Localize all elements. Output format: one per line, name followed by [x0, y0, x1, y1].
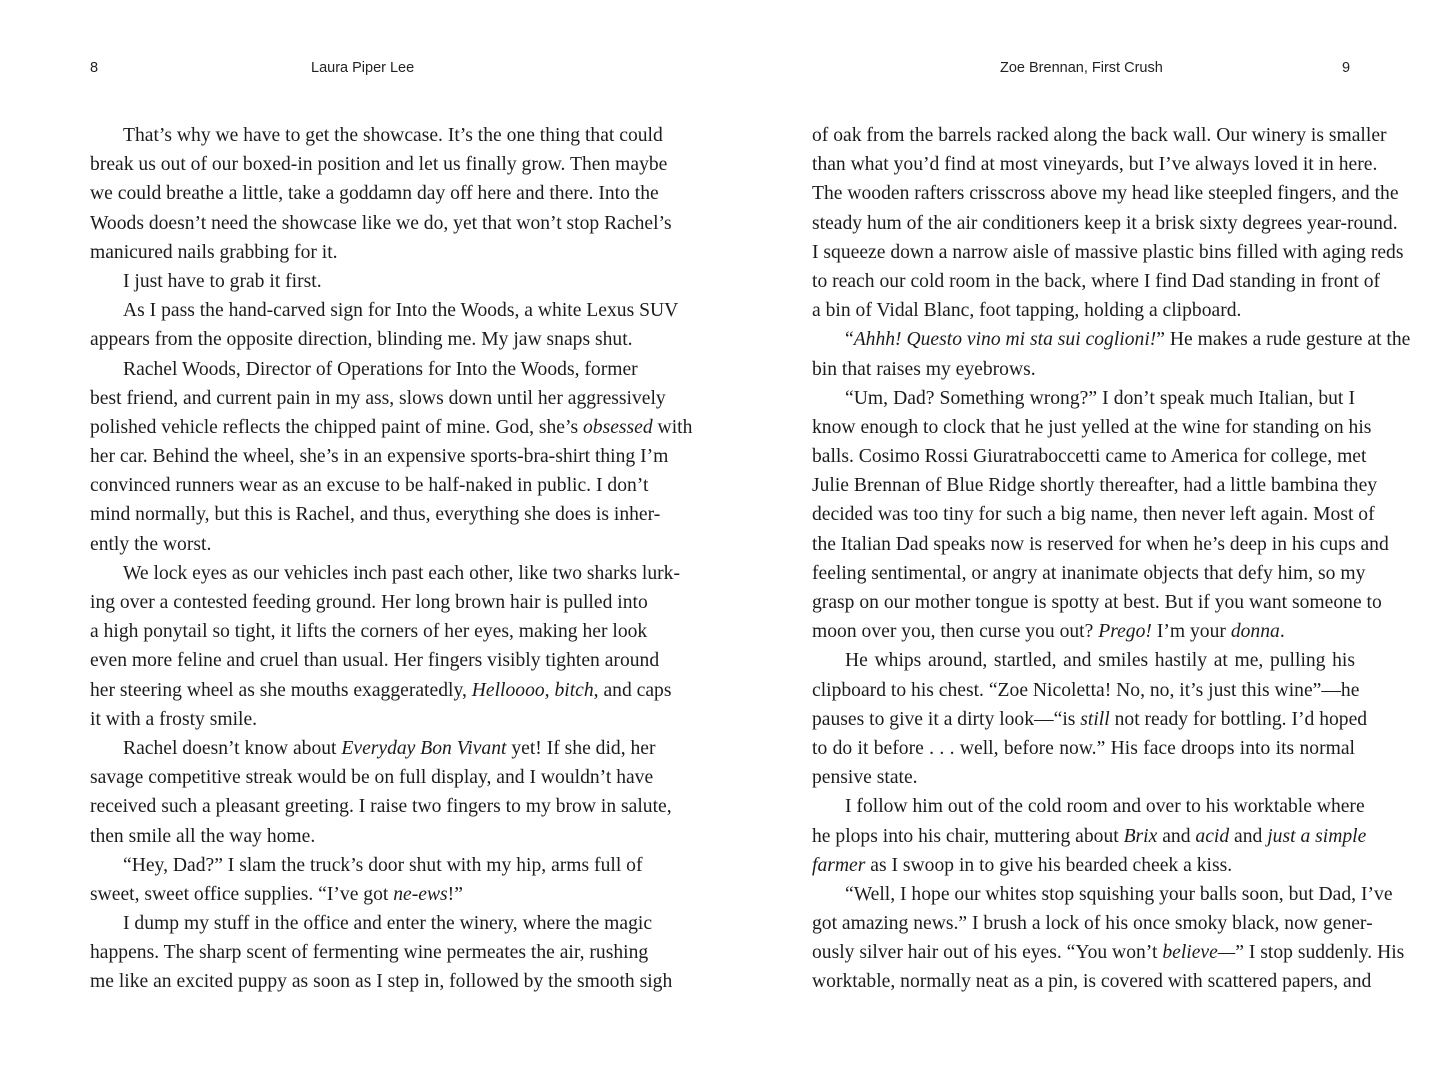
text-line — [812, 355, 1355, 384]
text-run: we could breathe a little, take a goddamn day off here and there. Into the — [90, 183, 659, 205]
text-run: I dump my stuff in the office and enter the winery, where the magic — [123, 913, 653, 935]
text-run: He whips around, startled, and smiles hastily at me, pulling his — [845, 650, 1355, 672]
left-page-body-text — [90, 121, 693, 997]
text-line — [812, 967, 1372, 996]
text-run: got amazing news.” I brush a lock of his once smoky black, now gener- — [812, 913, 1373, 935]
text-run: a high ponytail so tight, it lifts the corners of her eyes, making her look — [90, 621, 648, 643]
text-line — [90, 588, 648, 617]
text-line — [812, 384, 1355, 413]
text-line — [90, 530, 632, 559]
text-run: worktable, normally neat as a pin, is covered with scattered papers, and — [812, 971, 1372, 993]
italic-text: just a simple — [1267, 825, 1367, 847]
text-line — [812, 909, 1373, 938]
text-run: me like an excited puppy as soon as I step in, followed by the smooth sigh — [90, 971, 673, 993]
italic-text: donna — [1230, 621, 1280, 643]
text-line — [90, 179, 659, 208]
italic-text: acid — [1195, 825, 1230, 847]
text-run: yet! If she did, her — [506, 737, 656, 759]
text-run: We lock eyes as our vehicles inch past each other, like two sharks lurk- — [123, 562, 680, 584]
text-run: “ — [845, 329, 854, 351]
italic-text: Ahhh! Questo vino mi sta sui coglioni! — [853, 329, 1157, 351]
text-line — [812, 296, 1355, 325]
text-run: pensive state. — [812, 767, 918, 789]
text-run: know enough to clock that he just yelled at the wine for standing on his — [812, 416, 1372, 438]
text-run: As I pass the hand-carved sign for Into the Woods, a white Lexus SUV — [123, 300, 679, 322]
text-run: I squeeze down a narrow aisle of massive plastic bins filled with aging reds — [812, 241, 1404, 263]
text-line — [812, 150, 1378, 179]
italic-text: Helloooo, bitch — [471, 679, 594, 701]
text-run: her steering wheel as she mouths exaggeratedly, — [90, 679, 472, 701]
text-run: sweet, sweet office supplies. “I’ve got — [90, 883, 394, 905]
text-line — [812, 705, 1368, 734]
text-run: manicured nails grabbing for it. — [90, 241, 338, 263]
text-run: and — [1157, 825, 1196, 847]
text-run: “Um, Dad? Something wrong?” I don’t speak much Italian, but I — [845, 387, 1355, 409]
italic-text: believe— — [1162, 942, 1236, 964]
text-run: appears from the opposite direction, blinding me. My jaw snaps shut. — [90, 329, 633, 351]
text-line — [90, 646, 660, 675]
text-run: . — [1279, 621, 1285, 643]
text-run: of oak from the barrels racked along the back wall. Our winery is smaller — [812, 125, 1387, 146]
text-run: with — [652, 416, 693, 438]
text-run: best friend, and current pain in my ass, slows down until her aggressively — [90, 387, 666, 409]
text-line — [90, 384, 666, 413]
text-line — [90, 238, 632, 267]
text-run: a bin of Vidal Blanc, foot tapping, holding a clipboard. — [812, 300, 1242, 322]
text-run: steady hum of the air conditioners keep it a brisk sixty degrees year-round. — [812, 212, 1398, 234]
text-run: not ready for bottling. I’d hoped — [1109, 708, 1368, 730]
text-run: I just have to grab it first. — [123, 270, 322, 292]
text-run: I follow him out of the cold room and over to his worktable where — [845, 796, 1365, 818]
text-line — [90, 617, 648, 646]
italic-text: farmer — [812, 854, 866, 876]
text-run: feeling sentimental, or angry at inanimate objects that defy him, so my — [812, 562, 1366, 584]
text-run: Woods doesn’t need the showcase like we do, yet that won’t stop Rachel’s — [90, 212, 672, 234]
page-number-left: 8 — [90, 60, 99, 76]
text-line — [90, 909, 653, 938]
text-line — [90, 471, 649, 500]
text-run: he plops into his chair, muttering about — [812, 825, 1124, 847]
text-run: moon over you, then curse you out? — [812, 621, 1099, 643]
italic-text: still — [1080, 708, 1110, 730]
text-run: , and caps — [593, 679, 672, 701]
text-run: That’s why we have to get the showcase. It’s the one thing that could — [123, 125, 663, 146]
italic-text: ne-ews — [393, 883, 448, 905]
text-run: Rachel doesn’t know about — [123, 737, 342, 759]
text-line — [812, 559, 1366, 588]
text-line — [812, 267, 1381, 296]
right-page — [722, 0, 1445, 1084]
text-line — [90, 734, 656, 763]
text-line — [812, 325, 1411, 354]
text-line — [812, 588, 1382, 617]
text-line — [812, 179, 1399, 208]
text-run: convinced runners wear as an excuse to be half-naked in public. I don’t — [90, 475, 649, 497]
text-run: mind normally, but this is Rachel, and thus, everything she does is inher- — [90, 504, 661, 526]
text-run: to do it before . . . well, before now.” His face droops into its normal — [812, 737, 1355, 759]
text-line — [90, 413, 693, 442]
text-line — [90, 851, 643, 880]
running-head-author: Laura Piper Lee — [311, 60, 415, 76]
right-page-body-text — [812, 121, 1411, 997]
text-line — [90, 559, 680, 588]
text-line — [812, 763, 1355, 792]
text-run: pauses to give it a dirty look—“is — [812, 708, 1081, 730]
text-run: clipboard to his chest. “Zoe Nicoletta! No, no, it’s just this wine”—he — [812, 679, 1360, 701]
text-run: than what you’d find at most vineyards, but I’ve always loved it in here. — [812, 154, 1378, 176]
text-run: savage competitive streak would be on full display, and I wouldn’t have — [90, 767, 654, 789]
page-number-right: 9 — [1342, 60, 1351, 76]
text-run: happens. The sharp scent of fermenting wine permeates the air, rushing — [90, 942, 649, 964]
text-run: and — [1229, 825, 1268, 847]
text-line — [90, 209, 672, 238]
text-line — [90, 355, 638, 384]
text-run: Julie Brennan of Blue Ridge shortly thereafter, had a little bambina they — [812, 475, 1378, 497]
text-line — [812, 734, 1355, 763]
text-run: then smile all the way home. — [90, 825, 316, 847]
text-run: grasp on our mother tongue is spotty at best. But if you want someone to — [812, 592, 1382, 613]
text-run: even more feline and cruel than usual. Her fingers visibly tighten around — [90, 650, 660, 672]
text-run: her car. Behind the wheel, she’s in an expensive sports-bra-shirt thing I’m — [90, 446, 669, 468]
text-run: ing over a contested feeding ground. Her long brown hair is pulled into — [90, 592, 648, 613]
text-line — [812, 646, 1355, 675]
text-line — [90, 705, 632, 734]
italic-text: obsessed — [582, 416, 653, 438]
text-run: the Italian Dad speaks now is reserved for when he’s deep in his cups and — [812, 533, 1389, 555]
text-run: ” I stop suddenly. His — [1235, 942, 1405, 964]
text-line — [90, 325, 632, 354]
text-line — [812, 530, 1389, 559]
text-line — [90, 150, 668, 179]
text-line — [812, 238, 1404, 267]
text-line — [812, 413, 1372, 442]
text-run: bin that raises my eyebrows. — [812, 358, 1036, 380]
text-run: “Well, I hope our whites stop squishing your balls soon, but Dad, I’ve — [845, 883, 1393, 905]
text-line — [812, 822, 1367, 851]
text-run: as I swoop in to give his bearded cheek a kiss. — [865, 854, 1233, 876]
text-line — [812, 617, 1355, 646]
text-line — [812, 938, 1405, 967]
text-run: received such a pleasant greeting. I raise two fingers to my brow in salute, — [90, 796, 672, 818]
italic-text: Everyday Bon Vivant — [341, 737, 507, 759]
text-run: to reach our cold room in the back, where I find Dad standing in front of — [812, 270, 1381, 292]
text-line — [812, 121, 1387, 150]
text-line — [812, 880, 1393, 909]
text-line — [812, 851, 1355, 880]
text-run: Rachel Woods, Director of Operations for Into the Woods, former — [123, 358, 638, 380]
text-line — [812, 471, 1378, 500]
text-line — [90, 442, 669, 471]
text-run: !” — [447, 883, 463, 905]
text-line — [90, 676, 672, 705]
text-line — [90, 938, 649, 967]
text-run: decided was too tiny for such a big name, then never left again. Most of — [812, 504, 1375, 526]
text-line — [90, 763, 654, 792]
text-run: ” He makes a rude gesture at the — [1156, 329, 1411, 351]
text-line — [812, 500, 1375, 529]
text-run: ently the worst. — [90, 533, 212, 555]
text-line — [90, 822, 632, 851]
text-line — [90, 880, 632, 909]
text-run: “Hey, Dad?” I slam the truck’s door shut with my hip, arms full of — [123, 854, 643, 876]
text-line — [812, 209, 1398, 238]
text-line — [90, 121, 663, 150]
text-line — [812, 676, 1360, 705]
text-run: balls. Cosimo Rossi Giuratraboccetti came to America for college, met — [812, 446, 1367, 468]
text-line — [90, 500, 661, 529]
italic-text: Brix — [1123, 825, 1158, 847]
text-line — [812, 442, 1367, 471]
text-line — [90, 967, 673, 996]
text-run: it with a frosty smile. — [90, 708, 258, 730]
text-run: ously silver hair out of his eyes. “You won’t — [812, 942, 1163, 964]
text-line — [90, 296, 679, 325]
text-run: I’m your — [1151, 621, 1231, 643]
italic-text: Prego! — [1098, 621, 1152, 643]
text-run: break us out of our boxed-in position and let us finally grow. Then maybe — [90, 154, 668, 176]
text-run: The wooden rafters crisscross above my head like steepled fingers, and the — [812, 183, 1399, 205]
left-page — [0, 0, 722, 1084]
text-line — [812, 792, 1365, 821]
text-line — [90, 267, 632, 296]
text-line — [90, 792, 672, 821]
text-run: polished vehicle reflects the chipped paint of mine. God, she’s — [90, 416, 583, 438]
running-head-title: Zoe Brennan, First Crush — [1000, 60, 1163, 76]
